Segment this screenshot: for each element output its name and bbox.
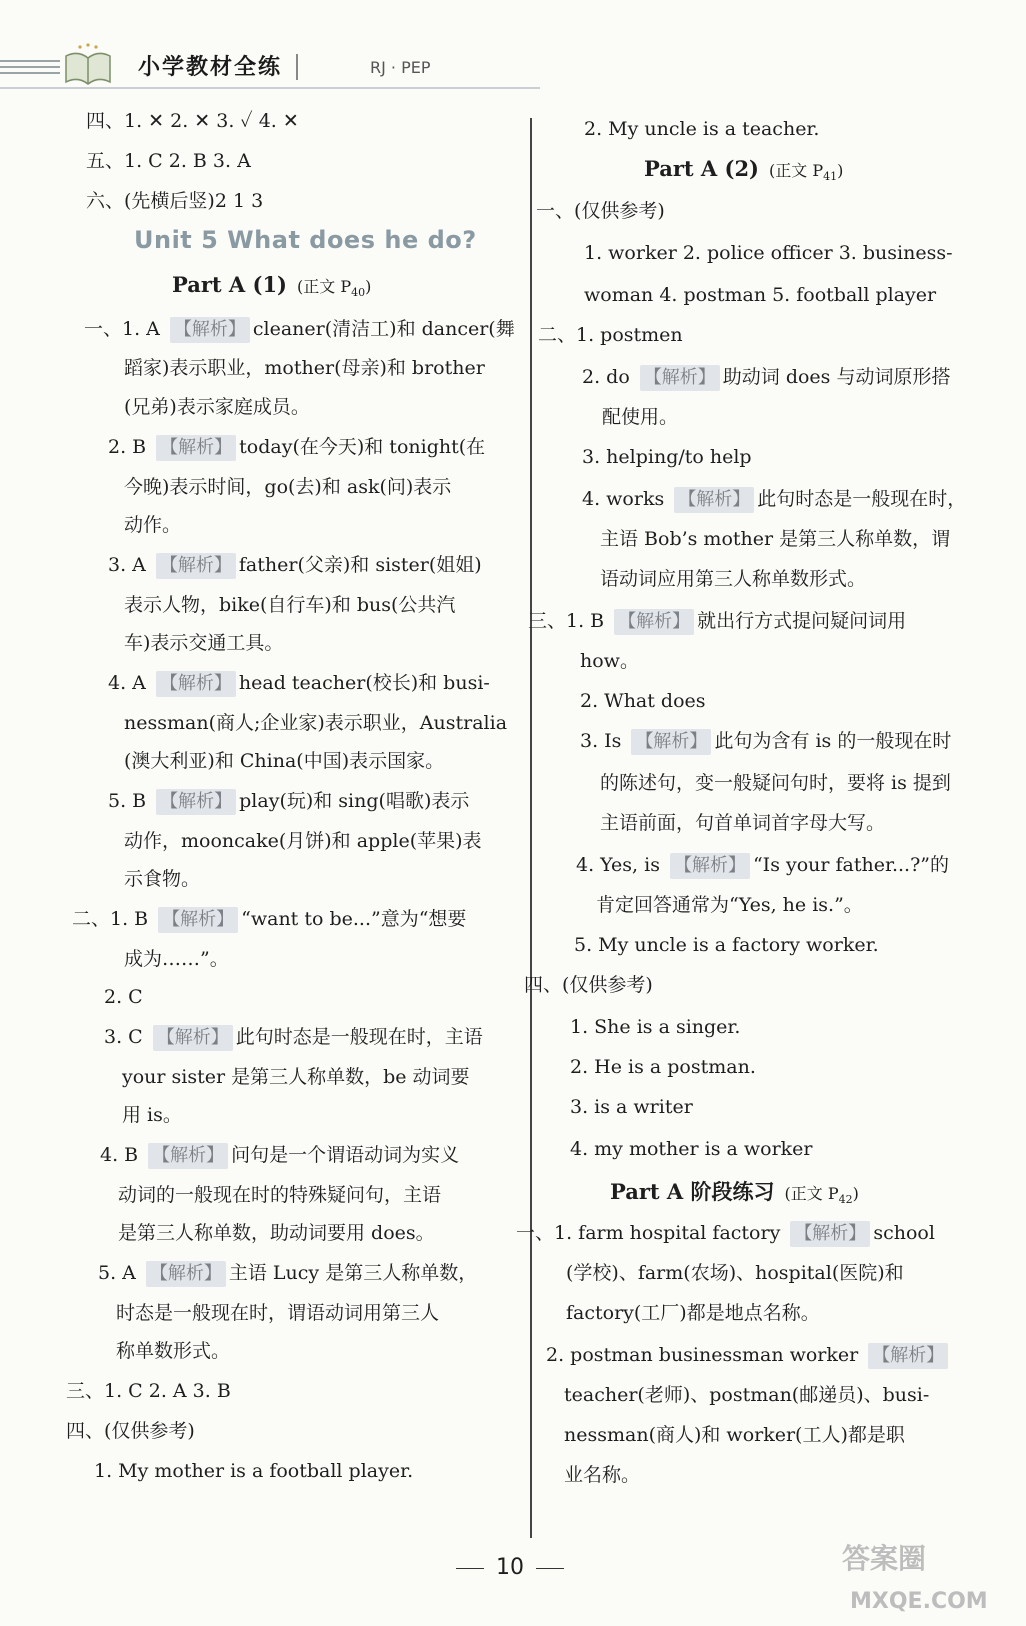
answer-line: 1. My mother is a football player. xyxy=(94,1460,414,1482)
analysis-tag: 【解析】 xyxy=(156,671,236,697)
answer-line: 2. My uncle is a teacher. xyxy=(584,118,820,140)
answer-line: 三、1. B 【解析】 就出行方式提问疑问词用 xyxy=(528,608,906,635)
header-decor-lines xyxy=(0,60,60,78)
answer-line: 配使用。 xyxy=(602,406,679,428)
answer-line: 动作，mooncake(月饼)和 apple(苹果)表 xyxy=(124,830,482,852)
analysis-tag: 【解析】 xyxy=(156,435,236,461)
header-divider xyxy=(296,54,298,80)
answer-line: 4. A 【解析】 head teacher(校长)和 busi- xyxy=(108,670,490,697)
answer-line: 动词的一般现在时的特殊疑问句，主语 xyxy=(118,1184,442,1206)
analysis-tag: 【解析】 xyxy=(674,487,754,513)
answer-line: 3. helping/to help xyxy=(582,446,752,468)
answer-line: your sister 是第三人称单数，be 动词要 xyxy=(122,1066,470,1088)
answer-line: 一、1. farm hospital factory 【解析】 school xyxy=(516,1220,935,1247)
analysis-tag: 【解析】 xyxy=(156,789,236,815)
svg-text:答案圈: 答案圈 xyxy=(842,1542,927,1575)
answer-line: 业名称。 xyxy=(564,1464,641,1486)
answer-line: (学校)、farm(农场)、hospital(医院)和 xyxy=(566,1262,904,1284)
analysis-tag: 【解析】 xyxy=(614,609,694,635)
answer-line: 一、1. A 【解析】 cleaner(清洁工)和 dancer(舞 xyxy=(84,316,515,343)
answer-line: 今晚)表示时间，go(去)和 ask(问)表示 xyxy=(124,476,452,498)
unit-title: Unit 5 What does he do? xyxy=(134,226,477,254)
analysis-tag: 【解析】 xyxy=(868,1343,948,1369)
answer-line: 时态是一般现在时，谓语动词用第三人 xyxy=(116,1302,440,1324)
page-ref: (正文 $P_{41}$) xyxy=(769,161,844,184)
answer-line: (兄弟)表示家庭成员。 xyxy=(124,396,310,418)
part-title-text: Part A (1) xyxy=(172,272,287,297)
answer-line: 3. C 【解析】 此句时态是一般现在时，主语 xyxy=(104,1024,483,1051)
answer-line: how。 xyxy=(580,650,639,672)
part-title xyxy=(644,156,843,183)
answer-line: 2. C xyxy=(104,986,143,1008)
answer-line: 蹈家)表示职业，mother(母亲)和 brother xyxy=(124,357,485,379)
answer-line: 2. He is a postman. xyxy=(570,1056,756,1078)
analysis-tag: 【解析】 xyxy=(156,553,236,579)
answer-line: 主语前面，句首单词首字母大写。 xyxy=(600,812,886,834)
analysis-tag: 【解析】 xyxy=(170,317,250,343)
watermark-logo xyxy=(840,1528,1020,1618)
page-number: 10 xyxy=(440,1555,580,1580)
brand-title: 小学教材全练 xyxy=(138,55,283,80)
answer-line: teacher(老师)、postman(邮递员)、busi- xyxy=(564,1384,930,1406)
answer-line: 三、1. C 2. A 3. B xyxy=(66,1380,231,1402)
analysis-tag: 【解析】 xyxy=(790,1221,870,1247)
answer-line: 一、(仅供参考) xyxy=(536,200,665,222)
analysis-tag: 【解析】 xyxy=(640,365,720,391)
answer-line: 动作。 xyxy=(124,514,182,536)
part-title xyxy=(610,1176,859,1206)
column-divider xyxy=(530,118,532,1538)
answer-line: 5. A 【解析】 主语 Lucy 是第三人称单数， xyxy=(98,1260,477,1287)
answer-line: 示食物。 xyxy=(124,868,201,890)
answer-line: 2. B 【解析】 today(在今天)和 tonight(在 xyxy=(108,434,485,461)
open-book-icon xyxy=(60,42,116,88)
answer-line: 3. Is 【解析】 此句为含有 is 的一般现在时 xyxy=(580,728,951,755)
answer-line: 称单数形式。 xyxy=(116,1340,231,1362)
answer-line: 5. My uncle is a factory worker. xyxy=(574,934,879,956)
answer-line: 语动词应用第三人称单数形式。 xyxy=(600,568,867,590)
answer-line: 用 is。 xyxy=(122,1104,182,1126)
analysis-tag: 【解析】 xyxy=(148,1143,228,1169)
answer-line: 1. worker 2. police officer 3. business- xyxy=(584,242,953,264)
answer-line: 车)表示交通工具。 xyxy=(124,632,284,654)
page-header xyxy=(0,40,560,95)
answer-line: 四、(仅供参考) xyxy=(524,974,653,996)
answer-line: nessman(商人;企业家)表示职业，Australia xyxy=(124,712,508,734)
answer-line: 4. B 【解析】 问句是一个谓语动词为实义 xyxy=(100,1142,459,1169)
answer-line: 2. What does xyxy=(580,690,706,712)
analysis-tag: 【解析】 xyxy=(153,1025,233,1051)
answer-line: 2. do 【解析】 助动词 does 与动词原形搭 xyxy=(582,364,950,391)
analysis-tag: 【解析】 xyxy=(631,729,711,755)
part-title-text: Part A (2) xyxy=(644,156,759,181)
part-title xyxy=(172,272,371,299)
answer-line: 五、1. C 2. B 3. A xyxy=(86,150,251,172)
answer-line: 二、1. B 【解析】 “want to be...”意为“想要 xyxy=(72,906,466,933)
answer-line: 4. Yes, is 【解析】 “Is your father...?”的 xyxy=(576,852,949,879)
header-rule xyxy=(0,87,540,89)
answer-line: 的陈述句，变一般疑问句时，要将 is 提到 xyxy=(600,772,951,794)
answer-line: 4. works 【解析】 此句时态是一般现在时， xyxy=(582,486,966,513)
answer-line: (澳大利亚)和 China(中国)表示国家。 xyxy=(124,750,445,772)
answer-line: 二、1. postmen xyxy=(538,324,683,346)
answer-line: 1. She is a singer. xyxy=(570,1016,741,1038)
answer-line: 3. A 【解析】 father(父亲)和 sister(姐姐) xyxy=(108,552,482,579)
answer-line: 肯定回答通常为“Yes, he is.”。 xyxy=(596,894,863,916)
answer-line: 4. my mother is a worker xyxy=(570,1138,813,1160)
part-title-text: Part A 阶段练习 xyxy=(610,1179,775,1204)
series-label: RJ · PEP xyxy=(370,58,431,77)
answer-line: 四、1. ✕ 2. ✕ 3. ✓ 4. ✕ xyxy=(86,110,299,132)
svg-text:MXQE.COM: MXQE.COM xyxy=(850,1589,988,1614)
answer-line: nessman(商人)和 worker(工人)都是职 xyxy=(564,1424,905,1446)
answer-line: 3. is a writer xyxy=(570,1096,693,1118)
analysis-tag: 【解析】 xyxy=(670,853,750,879)
page-ref: (正文 $P_{42}$) xyxy=(784,1184,859,1207)
answer-line: woman 4. postman 5. football player xyxy=(584,284,937,306)
analysis-tag: 【解析】 xyxy=(146,1261,226,1287)
answer-line: 2. postman businessman worker 【解析】 xyxy=(546,1342,951,1369)
answer-line: factory(工厂)都是地点名称。 xyxy=(566,1302,820,1324)
answer-line: 主语 Bob’s mother 是第三人称单数，谓 xyxy=(600,528,951,550)
answer-line: 是第三人称单数，助动词要用 does。 xyxy=(118,1222,435,1244)
answer-line: 5. B 【解析】 play(玩)和 sing(唱歌)表示 xyxy=(108,788,469,815)
answer-line: 六、(先横后竖)2 1 3 xyxy=(86,190,264,212)
answer-line: 成为……”。 xyxy=(124,948,229,970)
analysis-tag: 【解析】 xyxy=(158,907,238,933)
answer-line: 表示人物，bike(自行车)和 bus(公共汽 xyxy=(124,594,456,616)
page-ref: (正文 $P_{40}$) xyxy=(297,277,372,300)
answer-line: 四、(仅供参考) xyxy=(66,1420,195,1442)
